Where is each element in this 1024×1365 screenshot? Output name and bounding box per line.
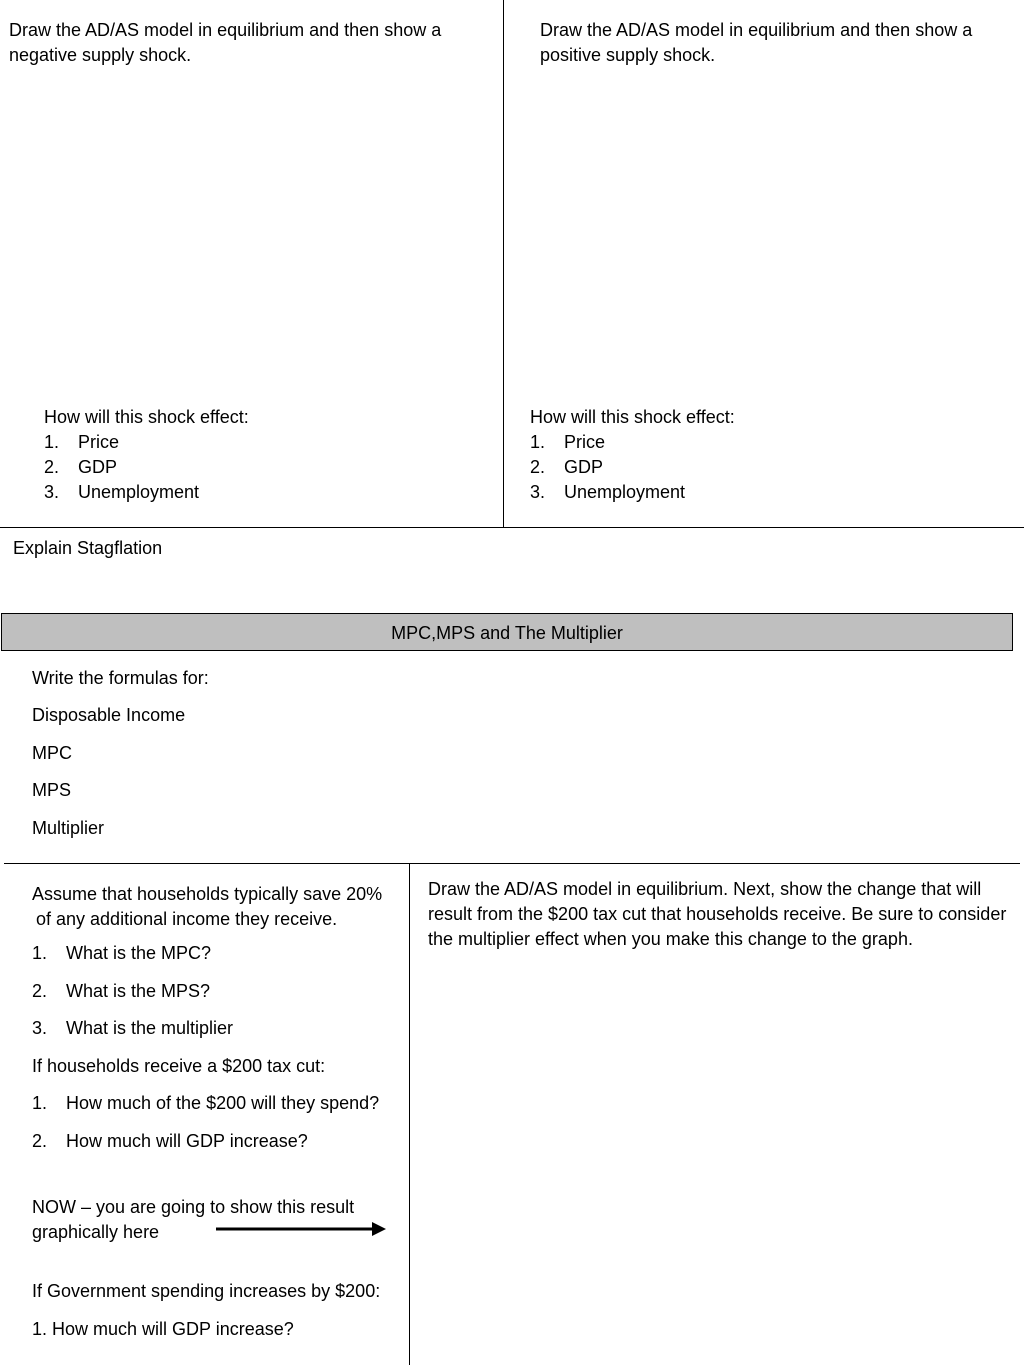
bottom-divider-vertical [409, 864, 410, 1365]
tax-cut-heading: If households receive a $200 tax cut: [32, 1056, 326, 1076]
list-item: 2. GDP [530, 457, 604, 477]
stagflation-prompt: Explain Stagflation [13, 538, 163, 558]
formula-mpc: MPC [32, 743, 72, 763]
gov-spending-heading: If Government spending increases by $200: [32, 1281, 381, 1301]
list-item: 3. Unemployment [44, 482, 200, 502]
gov-gdp-question: 1. How much will GDP increase? [32, 1319, 294, 1339]
mpc-question: 1. What is the MPC? [32, 943, 212, 963]
negative-shock-list [44, 430, 199, 505]
formula-mps: MPS [32, 780, 72, 800]
list-item: 2. GDP [44, 457, 118, 477]
formula-multiplier: Multiplier [32, 818, 105, 838]
negative-shock-question: How will this shock effect: [44, 407, 249, 427]
formula-disposable-income: Disposable Income [32, 705, 186, 725]
banner-title: MPC,MPS and The Multiplier [391, 623, 623, 643]
tax-cut-graph-prompt: Draw the AD/AS model in equilibrium. Next, show the change that will result from the $200 tax cut that households receive. Be sure to consider the multiplier effect when you make this change to the graph. [428, 879, 1007, 949]
negative-shock-prompt: Draw the AD/AS model in equilibrium and then show a negative supply shock. [9, 20, 442, 65]
gdp-increase-question: 2. How much will GDP increase? [32, 1131, 308, 1151]
right-arrow-icon [214, 1220, 388, 1238]
assume-text: Assume that households typically save 20% of any additional income they receive. [32, 884, 383, 929]
positive-shock-question: How will this shock effect: [530, 407, 735, 427]
multiplier-question: 3. What is the multiplier [32, 1018, 234, 1038]
list-item: 3. Unemployment [530, 482, 686, 502]
positive-shock-prompt: Draw the AD/AS model in equilibrium and then show a positive supply shock. [540, 20, 973, 65]
mps-question: 2. What is the MPS? [32, 981, 211, 1001]
now-text: NOW – you are going to show this result graphically here [32, 1197, 355, 1242]
positive-shock-list [530, 430, 685, 505]
list-item: 1. Price [44, 432, 120, 452]
top-divider-vertical [503, 0, 504, 528]
spend-question: 1. How much of the $200 will they spend? [32, 1093, 380, 1113]
formulas-divider-horizontal [4, 863, 1020, 864]
section-banner [1, 613, 1013, 651]
top-divider-horizontal [0, 527, 1024, 528]
formulas-heading: Write the formulas for: [32, 668, 209, 688]
list-item: 1. Price [530, 432, 606, 452]
